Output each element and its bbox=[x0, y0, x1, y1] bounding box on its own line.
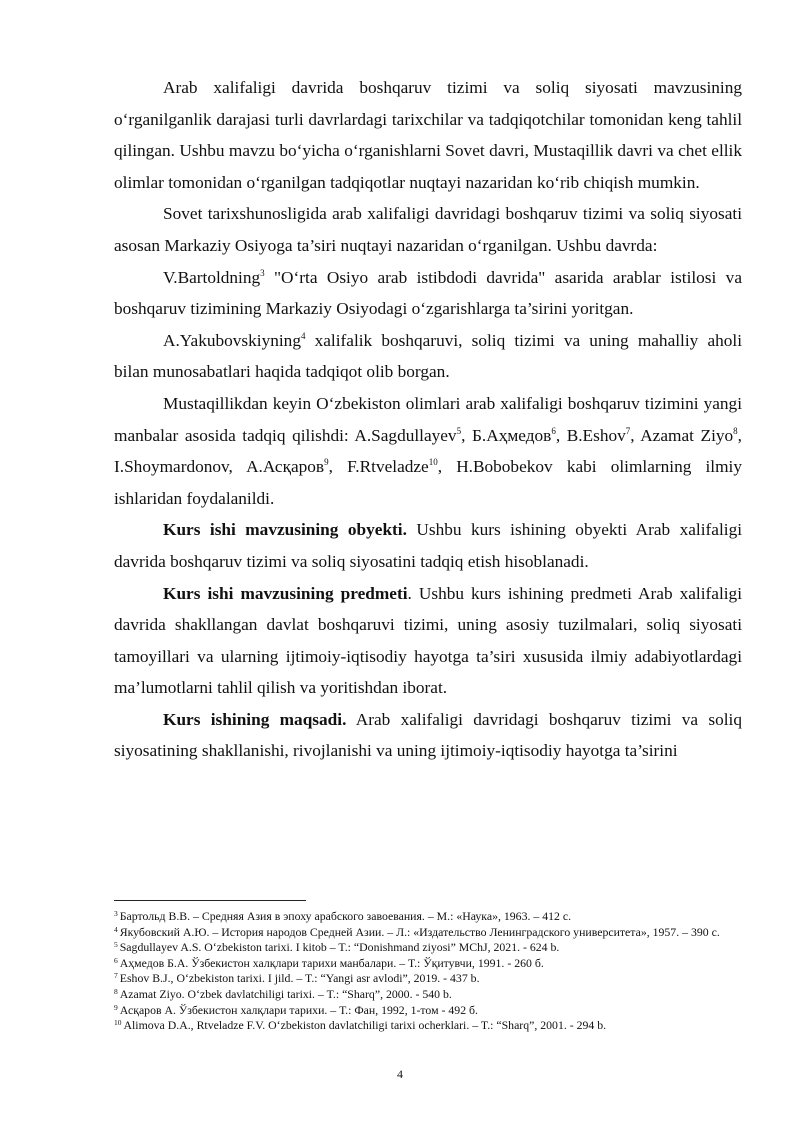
footnote-text: Eshov B.J., O‘zbekiston tarixi. I jild. – T.: “Yangi asr avlodi”, 2019. - 437 b. bbox=[119, 971, 480, 986]
footnote bbox=[114, 925, 742, 941]
paragraph-text: , I.Shoymardonov, A.Асқаров bbox=[114, 425, 742, 477]
footnote bbox=[114, 1018, 742, 1034]
paragraph-text: , Б.Аҳмедов bbox=[461, 425, 552, 445]
paragraph-text: , H.Bobobekov kabi olimlarning ilmiy ishlaridan foydalanildi. bbox=[114, 457, 742, 508]
paragraph-text: "O‘rta Osiyo arab istibdodi davrida" asarida arablar istilosi va boshqaruv tizimining Markaziy Osiyodagi o‘zgarishlarga ta’sirini yoritgan. bbox=[114, 267, 742, 319]
footnote-number: 6 bbox=[114, 955, 118, 965]
footnote bbox=[114, 956, 742, 972]
footnote-ref[interactable]: 10 bbox=[428, 457, 438, 468]
footnote-number: 8 bbox=[114, 986, 118, 996]
footnote-ref[interactable]: 8 bbox=[733, 425, 738, 436]
paragraph-bartold bbox=[114, 262, 742, 325]
paragraph-yakubovskiy bbox=[114, 325, 742, 388]
footnote bbox=[114, 909, 742, 925]
footnote-separator bbox=[114, 900, 306, 901]
footnote-ref[interactable]: 6 bbox=[551, 425, 556, 436]
heading-object: Kurs ishi mavzusining obyekti. bbox=[163, 520, 407, 540]
footnote-number: 3 bbox=[114, 909, 118, 918]
paragraph-text: A.Yakubovskiyning bbox=[163, 330, 301, 350]
paragraph-independence-scholars bbox=[114, 388, 742, 514]
footnote-text: Якубовский А.Ю. – История народов Средней Азии. – Л.: «Издательство Ленинградского университета», 1957. – 390 с. bbox=[119, 924, 720, 939]
paragraph-subject bbox=[114, 578, 742, 704]
paragraph-text: Arab xalifaligi davridagi boshqaruv tizimi va soliq siyosatining shakllanishi, rivojlanishi va uning ijtimoiy-iqtisodiy hayotga ta’sirini bbox=[114, 709, 742, 761]
paragraph-text: , B.Eshov bbox=[555, 425, 626, 445]
paragraph-goal bbox=[114, 704, 742, 767]
heading-subject: Kurs ishi mavzusining predmeti bbox=[163, 583, 408, 603]
paragraph-text: xalifalik boshqaruvi, soliq tizimi va uning mahalliy aholi bilan munosabatlari haqida tadqiqot olib borgan. bbox=[114, 330, 742, 382]
footnote bbox=[114, 940, 742, 956]
footnotes bbox=[114, 909, 742, 1034]
paragraph-text: . Ushbu kurs ishining predmeti Arab xalifaligi davrida shakllangan davlat boshqaruvi tizimi, uning asosiy tuzilmalari, soliq siyosati tamoyillari va ularning ijtimoiy-iqtisodiy hayotga ta’siri xususida ilmiy adabiyotlardagi ma’lumotlarni tahlil qilish va yoritishdan iborat. bbox=[114, 583, 743, 698]
page-number: 4 bbox=[397, 1067, 403, 1081]
footnote-text: Бартольд В.В. – Средняя Азия в эпоху арабского завоевания. – М.: «Наука», 1963. – 412 с. bbox=[119, 909, 572, 923]
main-text bbox=[114, 72, 742, 767]
footnote-ref[interactable]: 5 bbox=[456, 425, 462, 436]
footnote bbox=[114, 987, 742, 1003]
footnote-ref[interactable]: 7 bbox=[625, 425, 631, 436]
footnote-number: 4 bbox=[114, 924, 118, 934]
paragraph-text: Ushbu kurs ishining obyekti Arab xalifaligi davrida boshqaruv tizimi va soliq siyosatini tadqiq etish hisoblanadi. bbox=[114, 520, 743, 571]
heading-goal: Kurs ishining maqsadi. bbox=[163, 709, 347, 729]
footnote-ref[interactable]: 3 bbox=[260, 267, 265, 278]
footnote-number: 10 bbox=[114, 1018, 122, 1028]
paragraph-text: V.Bartoldning bbox=[163, 267, 261, 287]
paragraph-text: , Azamat Ziyo bbox=[630, 425, 734, 445]
footnote-text: Azamat Ziyo. O‘zbek davlatchiligi tarixi. – T.: “Sharq”, 2000. - 540 b. bbox=[119, 986, 452, 1001]
footnote-number: 9 bbox=[114, 1002, 118, 1012]
footnote-text: Асқаров А. Ўзбекистон халқлари тарихи. – Т.: Фан, 1992, 1-том - 492 б. bbox=[119, 1002, 478, 1017]
paragraph-text: Mustaqillikdan keyin O‘zbekiston olimlari arab xalifaligi boshqaruv tizimini yangi manbalar asosida tadqiq qilishdi: A.Sagdullayev bbox=[114, 393, 742, 445]
footnote-number: 5 bbox=[114, 940, 118, 950]
footnote bbox=[114, 1003, 742, 1019]
footnote-text: Sagdullayev A.S. O‘zbekiston tarixi. I kitob – T.: “Donishmand ziyosi” MChJ, 2021. - 624 b. bbox=[119, 940, 560, 955]
footnote-ref[interactable]: 9 bbox=[324, 457, 329, 468]
footnote-number: 7 bbox=[114, 971, 118, 981]
footnote-text: Аҳмедов Б.А. Ўзбекистон халқлари тарихи манбалари. – Т.: Ўқитувчи, 1991. - 260 б. bbox=[119, 955, 544, 970]
paragraph-study-overview: Arab xalifaligi davrida boshqaruv tizimi va soliq siyosati mavzusining o‘rganilganlik darajasi turli davrlardagi tarixchilar va tadqiqotchilar tomonidan keng tahlil qilingan. Ushbu mavzu bo‘yicha o‘rganishlarni Sovet davri, Mustaqillik davri va chet ellik olimlar tomonidan o‘rganilgan tadqiqotlar nuqtayi nazaridan ko‘rib chiqish mumkin. bbox=[114, 78, 742, 192]
footnote bbox=[114, 971, 742, 987]
footnote-ref[interactable]: 4 bbox=[300, 330, 306, 341]
paragraph-soviet-historiography: Sovet tarixshunosligida arab xalifaligi davridagi boshqaruv tizimi va soliq siyosati asosan Markaziy Osiyoga ta’siri nuqtayi nazaridan o‘rganilgan. Ushbu davrda: bbox=[114, 204, 742, 255]
paragraph-object bbox=[114, 514, 742, 577]
paragraph-text: , F.Rtveladze bbox=[328, 457, 429, 477]
footnote-text: Alimova D.A., Rtveladze F.V. O‘zbekiston davlatchiligi tarixi ocherklari. – T.: “Sharq”, 2001. - 294 b. bbox=[123, 1018, 607, 1033]
